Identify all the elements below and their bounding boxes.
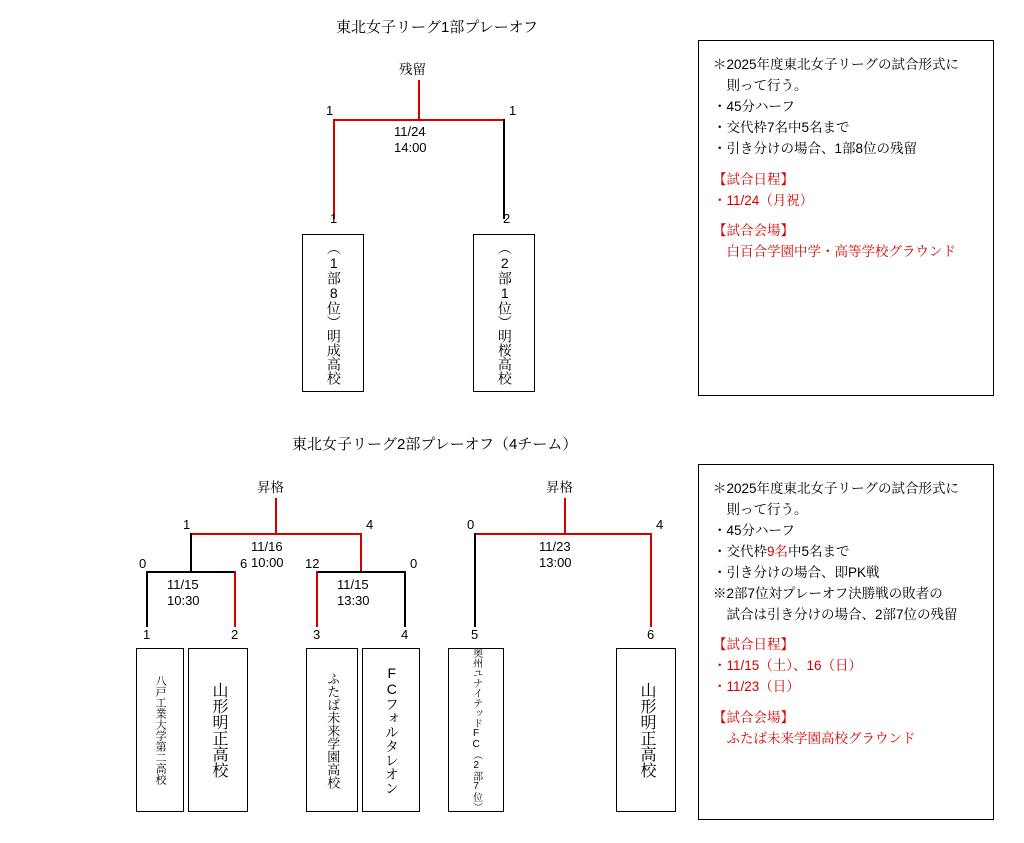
section2-note-box	[698, 464, 994, 820]
section2-slot-2: 2	[231, 627, 239, 642]
section1-title: 東北女子リーグ1部プレーオフ	[336, 19, 538, 36]
section1-branch-seed-right: 1	[509, 103, 517, 118]
bracket-line	[234, 571, 236, 627]
bracket-line	[474, 533, 652, 535]
note-line: ・交代枠9名中5名まで	[713, 543, 850, 559]
note-line: ・45分ハーフ	[713, 522, 795, 538]
team-name: 山形明正高校	[637, 682, 655, 778]
note-line: ・11/15（土）、16（日）	[713, 658, 863, 674]
section2-score-right-final-right: 4	[656, 517, 664, 532]
note-line	[713, 698, 981, 708]
note-line: 則って行う。	[713, 501, 808, 517]
note-line: 白百合学園中学・高等学校グラウンド	[713, 244, 956, 260]
note-line: ・11/24（月祝）	[713, 192, 814, 208]
section2-right-final-date: 11/23	[539, 539, 571, 554]
section2-score-semi-left-left: 0	[139, 556, 147, 571]
team-note: （1部8位）	[325, 241, 342, 329]
section2-slot-3: 3	[313, 627, 321, 642]
section2-score-left-final-right: 4	[366, 517, 374, 532]
team-name: 明成高校	[325, 329, 342, 385]
note-line	[713, 211, 981, 221]
section2-right-final-time: 13:00	[539, 555, 572, 570]
note-line: ・45分ハーフ	[713, 98, 795, 114]
section2-semi-left-time: 10:30	[167, 593, 200, 608]
team-box[interactable]	[136, 648, 184, 812]
note-line: ・引き分けの場合、1部8位の残留	[713, 140, 918, 156]
section2-semi-left-date: 11/15	[167, 577, 199, 592]
team-name: FCフォルタレオン	[383, 665, 400, 795]
team-box[interactable]	[448, 648, 504, 812]
section2-left-final-time: 10:00	[251, 555, 284, 570]
section2-semi-right-time: 13:30	[337, 593, 370, 608]
bracket-line	[564, 498, 566, 534]
team-box[interactable]	[302, 234, 364, 392]
section1-slot-1: 1	[330, 211, 338, 226]
section2-slot-1: 1	[143, 627, 151, 642]
section2-score-semi-right-right: 0	[410, 556, 418, 571]
team-box[interactable]	[616, 648, 676, 812]
section2-slot-5: 5	[471, 627, 479, 642]
note-line: 【試合会場】	[713, 223, 794, 239]
note-line: ＊2025年度東北女子リーグの試合形式に	[713, 57, 960, 72]
bracket-line	[503, 119, 505, 219]
team-box[interactable]	[473, 234, 535, 392]
section2-left-top-label: 昇格	[257, 480, 284, 495]
section2-score-right-final-left: 0	[467, 517, 475, 532]
section2-score-left-final-left: 1	[183, 517, 191, 532]
bracket-line	[418, 80, 420, 120]
note-line: ※2部7位対プレーオフ決勝戦の敗者の	[713, 585, 943, 601]
note-line: ・11/23（日）	[713, 679, 800, 695]
bracket-line	[190, 533, 192, 571]
section1-branch-seed-left: 1	[326, 103, 334, 118]
note-line: 則って行う。	[713, 77, 808, 93]
note-line: 【試合日程】	[713, 637, 794, 653]
bracket-line	[474, 533, 476, 627]
section2-semi-right-date: 11/15	[337, 577, 369, 592]
section1-note-box	[698, 40, 994, 396]
section2-slot-4: 4	[401, 627, 409, 642]
section1-top-label: 残留	[399, 62, 426, 77]
bracket-line	[275, 498, 277, 534]
note-line: 試合は引き分けの場合、2部7位の残留	[713, 606, 958, 622]
section1-final-time: 14:00	[394, 140, 427, 155]
note-line	[713, 160, 981, 170]
bracket-line	[316, 571, 406, 573]
bracket-line	[333, 119, 505, 121]
note-line: 【試合会場】	[713, 710, 794, 726]
team-note: （2部1位）	[496, 241, 513, 329]
note-line: 【試合日程】	[713, 171, 794, 187]
section2-title: 東北女子リーグ2部プレーオフ（4チーム）	[292, 436, 578, 453]
section2-slot-6: 6	[647, 627, 655, 642]
section1-slot-2: 2	[503, 211, 511, 226]
note-line	[713, 625, 981, 635]
team-name: 山形明正高校	[209, 682, 227, 778]
note-line: ＊2025年度東北女子リーグの試合形式に	[713, 481, 960, 496]
team-box[interactable]	[362, 648, 420, 812]
section2-left-final-date: 11/16	[251, 539, 283, 554]
bracket-line	[650, 533, 652, 627]
team-name: 奥州ユナイテッドFC（2部7位）	[470, 648, 482, 812]
section2-right-top-label: 昇格	[546, 480, 573, 495]
team-box[interactable]	[306, 648, 358, 812]
bracket-line	[333, 119, 335, 219]
note-line: ・交代枠7名中5名まで	[713, 119, 850, 135]
team-name: 八戸工業大学第二高校	[154, 675, 167, 785]
bracket-line	[316, 571, 318, 627]
bracket-line	[146, 571, 148, 627]
note-highlight: 9名	[767, 543, 789, 559]
section1-final-date: 11/24	[394, 124, 426, 139]
section2-score-semi-left-right: 6	[240, 556, 248, 571]
note-line: ふたば未来学園高校グラウンド	[713, 731, 916, 747]
bracket-line	[190, 533, 362, 535]
bracket-line	[146, 571, 236, 573]
bracket-line	[360, 533, 362, 571]
team-name: 明桜高校	[496, 329, 513, 385]
section2-score-semi-right-left: 12	[305, 556, 320, 571]
team-name: ふたば未来学園高校	[325, 671, 341, 789]
team-box[interactable]	[188, 648, 248, 812]
bracket-line	[404, 571, 406, 627]
note-line: ・引き分けの場合、即PK戦	[713, 564, 880, 580]
